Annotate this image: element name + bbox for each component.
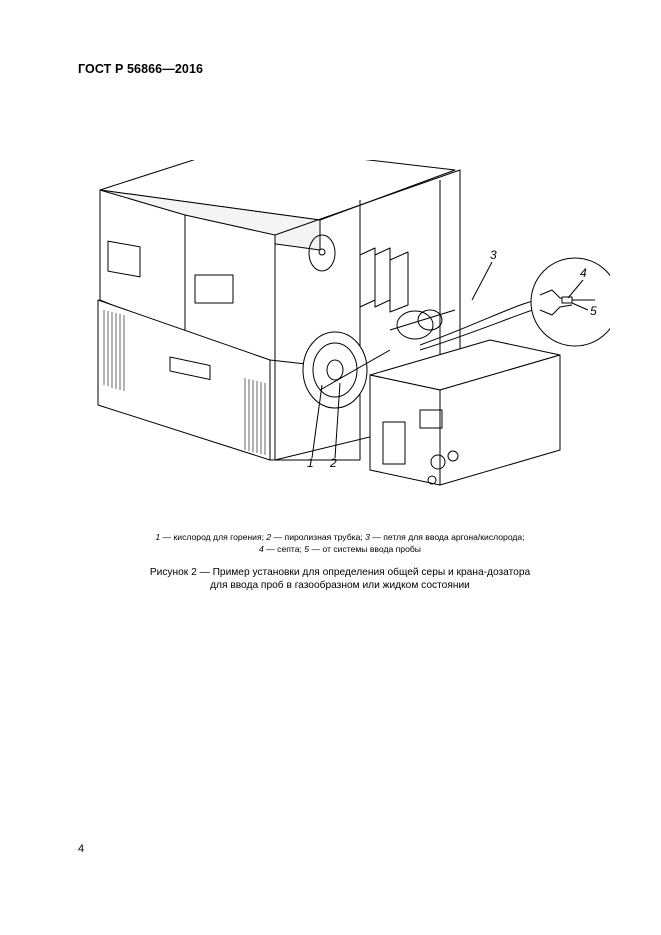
callout-4: 4 [580, 266, 587, 280]
legend-text-4: — септа; [263, 544, 305, 554]
callout-1: 1 [307, 456, 314, 470]
apparatus-drawing [90, 160, 610, 520]
legend-num-3: 3 [365, 532, 370, 542]
caption-line-1: Рисунок 2 — Пример установки для определения общей серы и крана-дозатора [149, 567, 531, 578]
figure-caption [100, 566, 580, 592]
callout-3: 3 [490, 248, 497, 262]
legend-line-1 [100, 531, 580, 543]
legend-num-4: 4 [259, 544, 264, 554]
legend-text-1: — кислород для горения; [160, 532, 267, 542]
page-number: 4 [78, 843, 85, 855]
legend-num-5: 5 [304, 544, 310, 554]
callout-5: 5 [590, 304, 597, 318]
document-header: ГОСТ Р 56866—2016 [78, 62, 204, 76]
caption-line-2: для ввода проб в газообразном или жидком состоянии [210, 580, 470, 591]
figure-apparatus [90, 160, 610, 520]
legend-text-3: — петля для ввода аргона/кислорода; [369, 532, 525, 542]
legend-num-1: 1 [155, 532, 161, 542]
callout-2: 2 [330, 456, 337, 470]
legend-num-2: 2 [266, 532, 272, 542]
figure-legend [100, 531, 580, 555]
legend-text-5: — от системы ввода пробы [309, 544, 421, 554]
legend-line-2 [100, 543, 580, 555]
legend-text-2: — пиролизная трубка; [271, 532, 366, 542]
